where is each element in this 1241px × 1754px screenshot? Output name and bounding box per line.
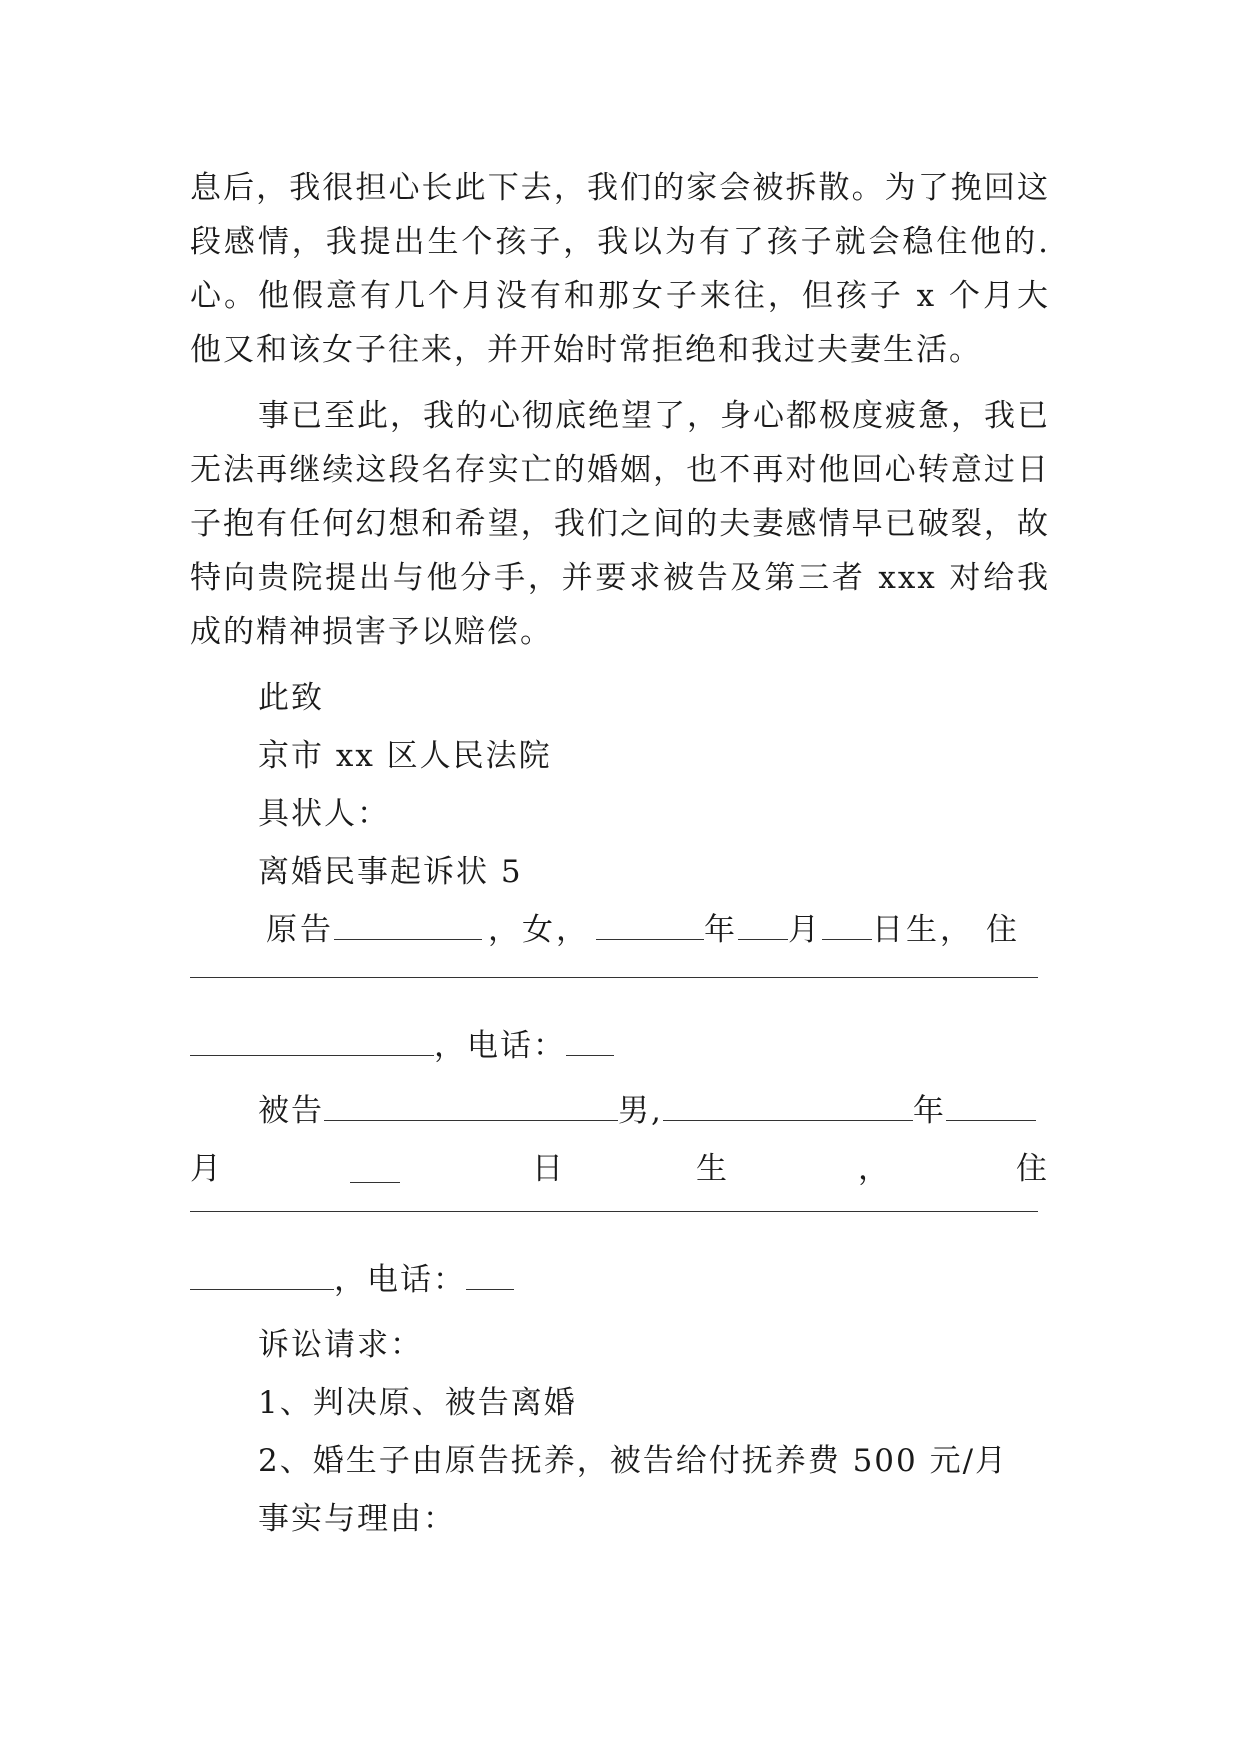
plaintiff-name-blank — [334, 905, 482, 940]
defendant-born-label: 生 — [696, 1151, 729, 1187]
plaintiff-day-label: 日生， — [872, 912, 974, 948]
defendant-birth-blank — [663, 1086, 913, 1121]
facts-heading: 事实与理由： — [258, 1501, 456, 1537]
paragraph-1-line-3: 心。他假意有几个月没有和那女子来往，但孩子 x 个月大 — [190, 278, 1050, 314]
claim-item-1: 1、判决原、被告离婚 — [258, 1385, 577, 1421]
plaintiff-month-blank — [738, 905, 788, 940]
plaintiff-day-blank — [822, 905, 872, 940]
defendant-phone-label: ，电话： — [334, 1262, 466, 1298]
defendant-day-label: 日 — [532, 1151, 565, 1187]
paragraph-2-line-3: 子抱有任何幻想和希望，我们之间的夫妻感情早已破裂，故 — [190, 506, 1050, 542]
defendant-year-label: 年 — [912, 1093, 946, 1129]
paragraph-2-line-2: 无法再继续这段名存实亡的婚姻，也不再对他回心转意过日 — [190, 452, 1050, 488]
plaintiff-year-blank — [596, 905, 704, 940]
plaintiff-phone-line — [190, 1017, 1050, 1075]
court-name: 京市 xx 区人民法院 — [258, 738, 552, 774]
plaintiff-month-label: 月 — [788, 912, 822, 948]
defendant-gender: 男, — [618, 1093, 663, 1129]
salutation: 此致 — [258, 680, 324, 716]
paragraph-2-line-4: 特向贵院提出与他分手，并要求被告及第三者 xxx 对给我 — [190, 560, 1050, 596]
paragraph-1-line-2: 段感情，我提出生个孩子，我以为有了孩子就会稳住他的. — [190, 224, 1050, 260]
defendant-year-blank — [946, 1086, 1036, 1121]
defendant-line — [258, 1082, 1050, 1140]
plaintiff-residence-label: 住 — [986, 912, 1020, 948]
plaintiff-line — [266, 901, 1050, 959]
defendant-date-line — [190, 1140, 1050, 1198]
paragraph-2-line-5: 成的精神损害予以赔偿。 — [190, 614, 553, 650]
paragraph-1-line-4: 他又和该女子往来，并开始时常拒绝和我过夫妻生活。 — [190, 332, 982, 368]
defendant-month-blank — [350, 1148, 400, 1183]
plaintiff-year-label: 年 — [704, 912, 738, 948]
plaintiff-phone-blank — [566, 1021, 614, 1056]
defendant-name-blank — [324, 1086, 618, 1121]
plaintiff-phone-label: ，电话： — [434, 1028, 566, 1064]
defendant-phone-blank — [466, 1255, 514, 1290]
defendant-residence-label: 住 — [1016, 1151, 1049, 1187]
defendant-phone-line — [190, 1251, 1050, 1309]
claims-heading: 诉讼请求： — [258, 1327, 423, 1363]
defendant-label: 被告 — [258, 1093, 324, 1129]
plaintiff-gender: ，女， — [488, 912, 590, 948]
plaintiff-address-blank — [190, 977, 1038, 978]
defendant-address-blank — [190, 1211, 1038, 1212]
defendant-comma: ， — [858, 1151, 891, 1187]
defendant-address-continuation-blank — [190, 1255, 334, 1290]
paragraph-2-line-1: 事已至此，我的心彻底绝望了，身心都极度疲惫，我已 — [258, 398, 1050, 434]
defendant-month-label: 月 — [190, 1151, 223, 1187]
section-title: 离婚民事起诉状 5 — [258, 854, 523, 890]
plaintiff-label: 原告 — [266, 912, 334, 948]
plaintiff-address-continuation-blank — [190, 1021, 434, 1056]
paragraph-1-line-1: 息后，我很担心长此下去，我们的家会被拆散。为了挽回这 — [190, 170, 1050, 206]
claim-item-2: 2、婚生子由原告抚养，被告给付抚养费 500 元/月 — [258, 1443, 1009, 1479]
signer-label: 具状人： — [258, 796, 390, 832]
